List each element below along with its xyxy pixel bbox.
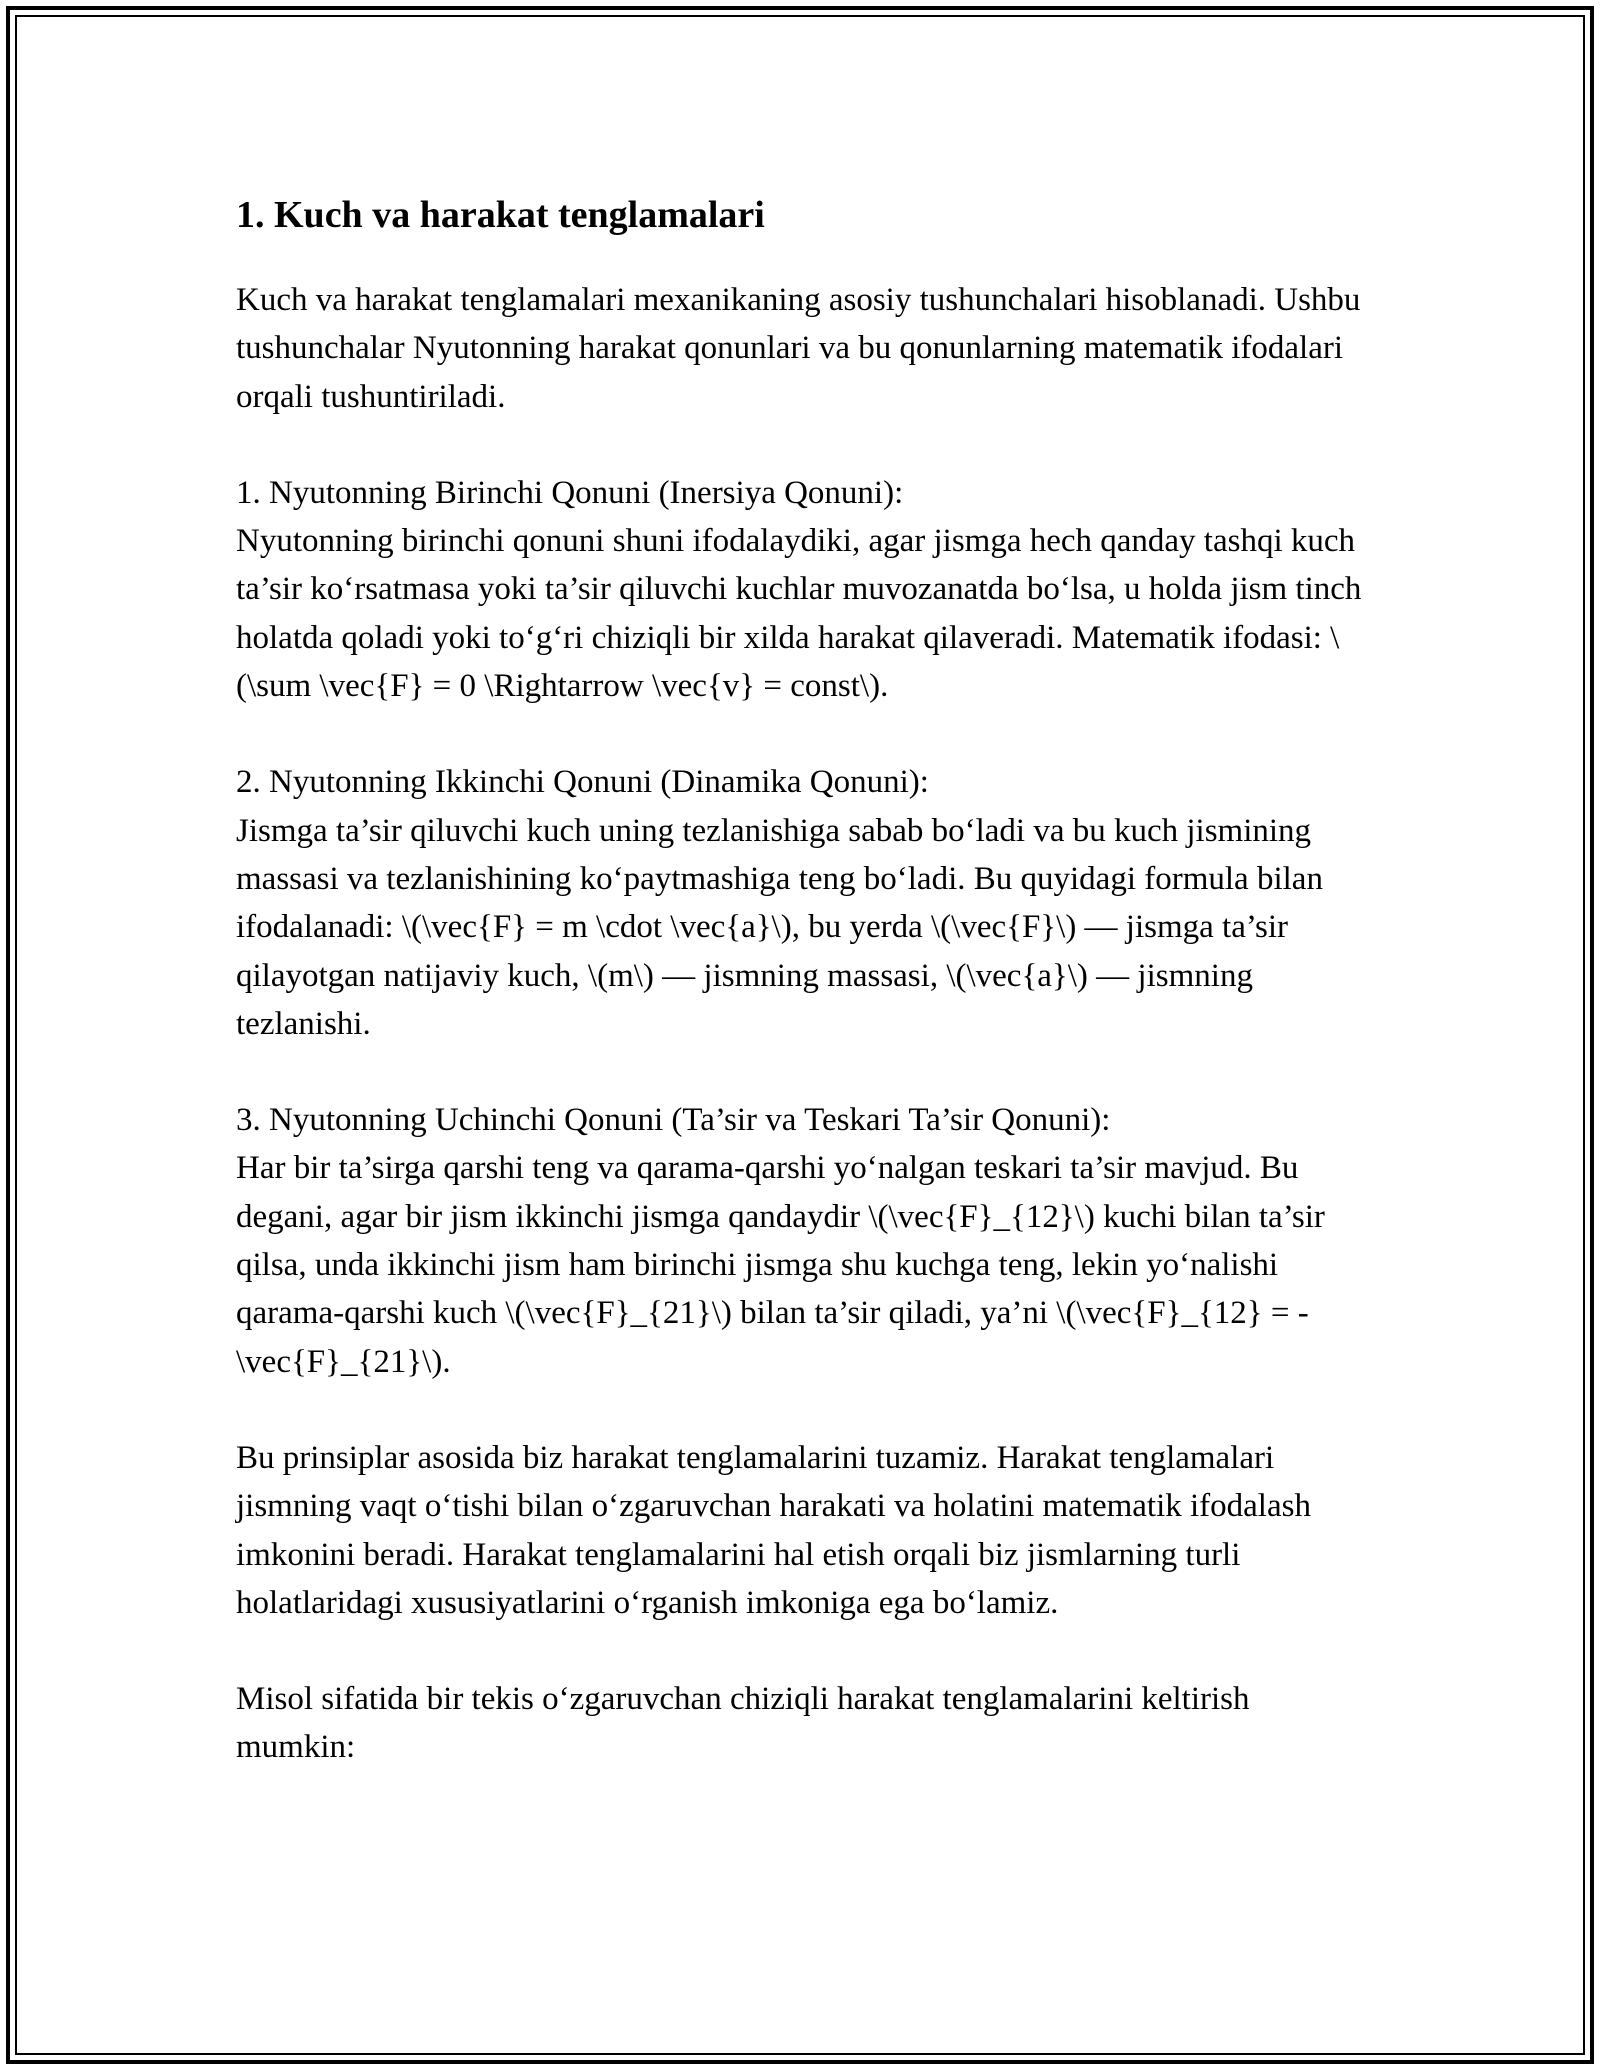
example-paragraph: Misol sifatida bir tekis o‘zgaruvchan chiziqli harakat tenglamalarini keltirish mumkin: <box>236 1681 1250 1766</box>
third-law-paragraph: 3. Nyutonning Uchinchi Qonuni (Ta’sir va Teskari Ta’sir Qonuni): Har bir ta’sirga qarshi teng va qarama-qarshi yo‘nalgan teskari ta’sir mavjud. Bu degani, agar bir jism ikkinchi jismga qandaydir \(\vec{F}_{12}\) kuchi bilan ta’sir qilsa, unda ikkinchi jism ham birinchi jismga shu kuchga teng, lekin yo‘nalishi qarama-qarshi kuch \(\vec{F}_{21}\) bilan ta’sir qiladi, ya’ni \(\vec{F}_{12} = -\vec{F}_{21}\). <box>236 1102 1325 1380</box>
second-law-paragraph: 2. Nyutonning Ikkinchi Qonuni (Dinamika Qonuni): Jismga ta’sir qiluvchi kuch uning tezlanishiga sabab bo‘ladi va bu kuch jismining massasi va tezlanishining ko‘paytmashiga teng bo‘ladi. Bu quyidagi formula bilan ifodalanadi: \(\vec{F} = m \cdot \vec{a}\), bu yerda \(\vec{F}\) — jismga ta’sir qilayotgan natijaviy kuch, \(m\) — jismning massasi, \(\vec{a}\) — jismning tezlanishi. <box>236 764 1323 1042</box>
document-body <box>236 186 1366 1820</box>
first-law-paragraph: 1. Nyutonning Birinchi Qonuni (Inersiya Qonuni): Nyutonning birinchi qonuni shuni ifodalaydiki, agar jismga hech qanday tashqi kuch ta’sir ko‘rsatmasa yoki ta’sir qiluvchi kuchlar muvozanatda bo‘lsa, u holda jism tinch holatda qoladi yoki to‘g‘ri chiziqli bir xilda harakat qilaveradi. Matematik ifodasi: \(\sum \vec{F} = 0 \Rightarrow \vec{v} = const\). <box>236 474 1362 705</box>
section-heading: 1. Kuch va harakat tenglamalari <box>236 194 765 236</box>
equations-paragraph: Bu prinsiplar asosida biz harakat tenglamalarini tuzamiz. Harakat tenglamalari jismning vaqt o‘tishi bilan o‘zgaruvchan harakati va holatini matematik ifodalash imkonini beradi. Harakat tenglamalarini hal etish orqali biz jismlarning turli holatlaridagi xususiyatlarini o‘rganish imkoniga ega bo‘lamiz. <box>236 1439 1311 1621</box>
intro-paragraph: Kuch va harakat tenglamalari mexanikaning asosiy tushunchalari hisoblanadi. Ushbu tushunchalar Nyutonning harakat qonunlari va bu qonunlarning matematik ifodalari orqali tushuntiriladi. <box>236 282 1361 415</box>
